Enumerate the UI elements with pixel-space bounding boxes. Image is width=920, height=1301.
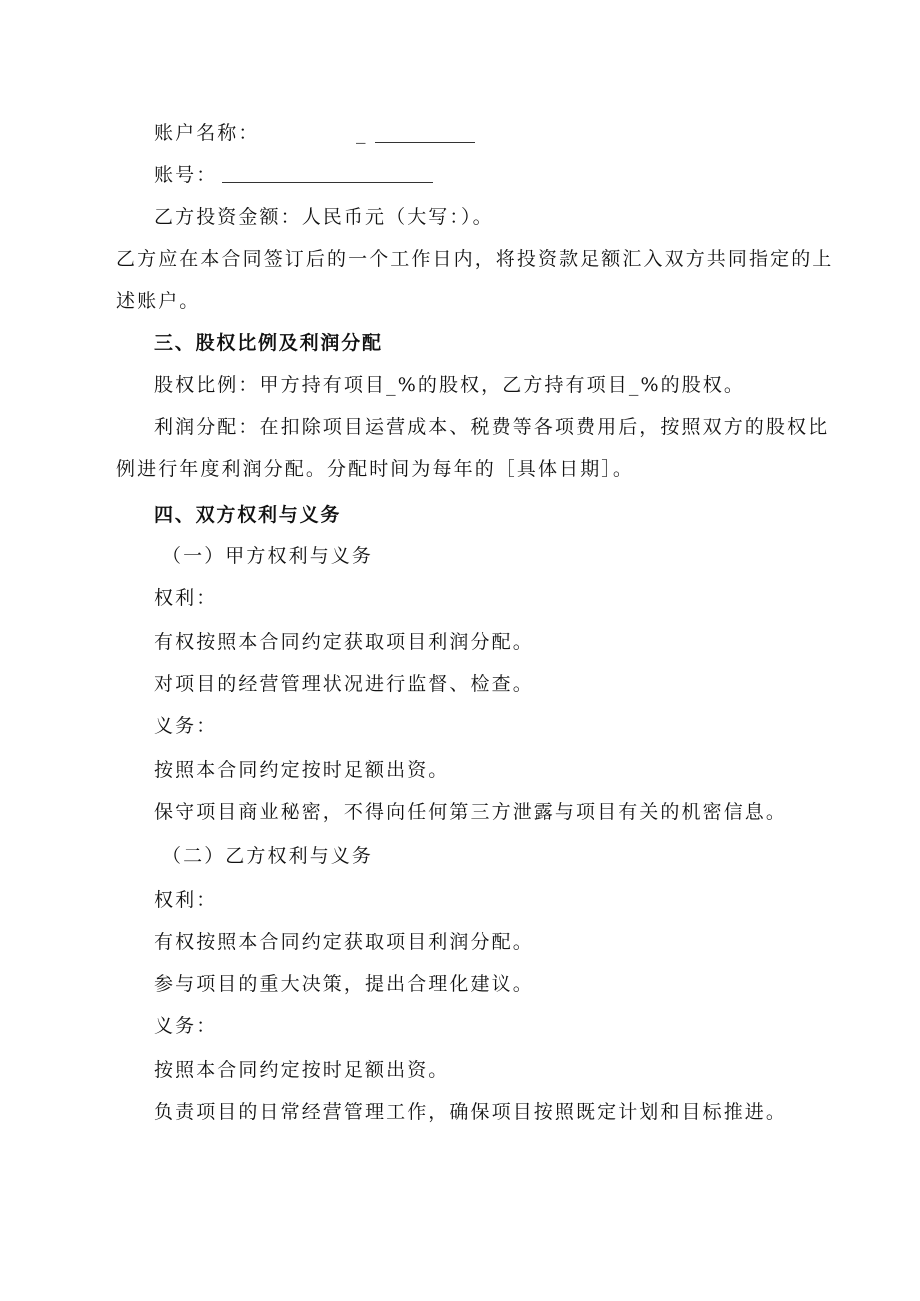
transfer-paragraph-line2: 述账户。 — [116, 290, 201, 312]
investment-amount: 乙方投资金额：人民币元（大写：）。 — [154, 206, 494, 228]
party-b-duty-1: 按照本合同约定按时足额出资。 — [154, 1059, 450, 1081]
party-a-right-1: 有权按照本合同约定获取项目利润分配。 — [154, 631, 534, 653]
profit-paragraph-line2: 例进行年度利润分配。分配时间为每年的［具体日期］。 — [116, 458, 635, 480]
party-a-heading: （一）甲方权利与义务 — [162, 545, 374, 567]
account-number-blank-line — [222, 167, 433, 183]
section3-heading: 三、股权比例及利润分配 — [154, 332, 383, 354]
party-b-right-2: 参与项目的重大决策，提出合理化建议。 — [154, 973, 534, 995]
party-b-duty-2: 负责项目的日常经营管理工作，确保项目按照既定计划和目标推进。 — [154, 1101, 788, 1123]
party-a-duty-1: 按照本合同约定按时足额出资。 — [154, 759, 450, 781]
party-b-right-1: 有权按照本合同约定获取项目利润分配。 — [154, 931, 534, 953]
party-a-duties-label: 义务： — [154, 715, 218, 737]
account-number-label: 账号： — [154, 164, 218, 186]
party-b-duties-label: 义务： — [154, 1015, 218, 1037]
party-b-heading: （二）乙方权利与义务 — [162, 845, 374, 867]
account-name-blank-line — [375, 127, 475, 143]
party-a-rights-label: 权利： — [154, 587, 218, 609]
account-name-dash: _ — [356, 122, 368, 144]
party-a-duty-2: 保守项目商业秘密，不得向任何第三方泄露与项目有关的机密信息。 — [154, 801, 788, 823]
equity-ratio: 股权比例：甲方持有项目_%的股权，乙方持有项目_%的股权。 — [154, 374, 746, 396]
party-a-right-2: 对项目的经营管理状况进行监督、检查。 — [154, 673, 534, 695]
party-b-rights-label: 权利： — [154, 889, 218, 911]
account-name-label: 账户名称： — [154, 122, 260, 144]
profit-paragraph-line1: 利润分配：在扣除项目运营成本、税费等各项费用后，按照双方的股权比 — [154, 416, 830, 438]
transfer-paragraph-line1: 乙方应在本合同签订后的一个工作日内，将投资款足额汇入双方共同指定的上 — [116, 248, 834, 270]
section4-heading: 四、双方权利与义务 — [154, 504, 342, 526]
